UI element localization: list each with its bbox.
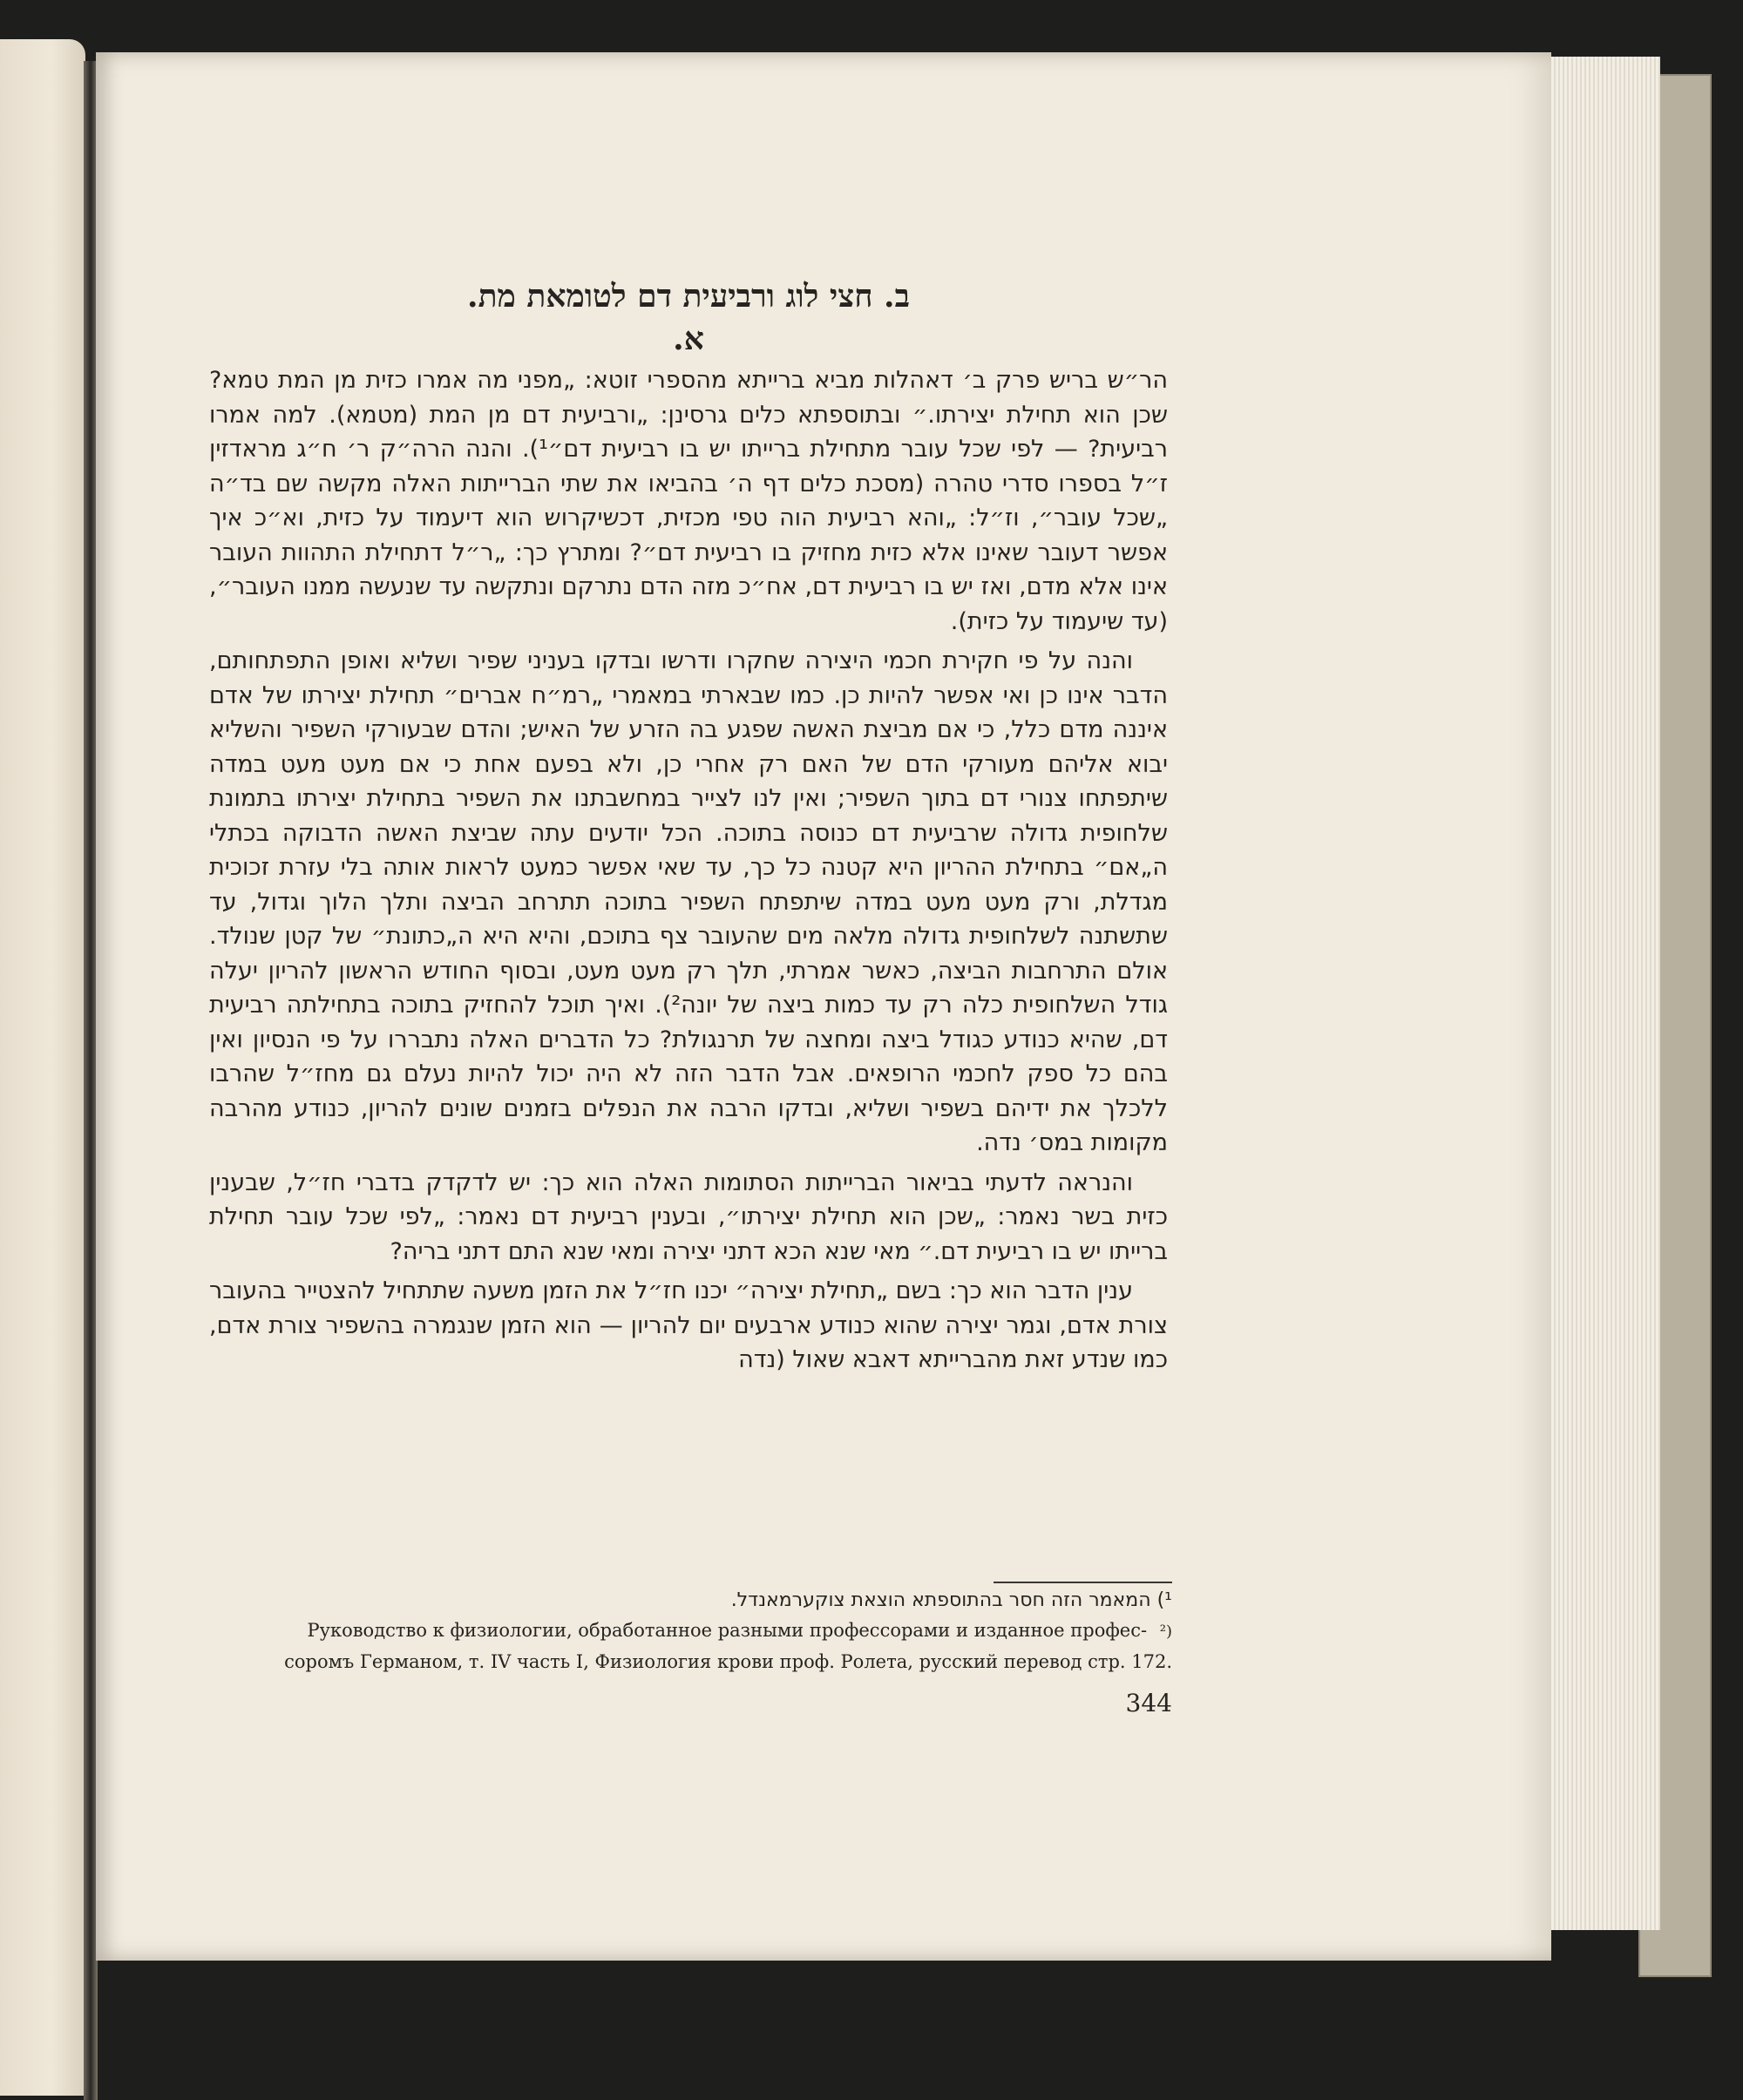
section-heading: ב. חצי לוג ורביעית דם לטומאת מת. bbox=[467, 278, 910, 315]
paragraph: והנראה לדעתי בביאור הברייתות הסתומות האלה הוא כך: יש לדקדק בדברי חז״ל, שבענין כזית בשר נאמר: „שכן הוא תחילת יצירתו״, ובענין רביעית דם נאמר: „לפי שכל עובר תחילת ברייתו יש בו רביעית דם.״ מאי שנא הכא דתני יצירה ומאי שנא התם דתני בריה? bbox=[209, 1169, 1168, 1265]
footnotes bbox=[209, 1586, 1172, 1677]
footnote-russian-line2: соромъ Германом, т. IV часть I, Физиология крови проф. Ролета, русский перевод стр. 172. bbox=[284, 1651, 1172, 1672]
paragraph: והנה על פי חקירת חכמי היצירה שחקרו ודרשו ובדקו בעניני שפיר ושליא ואופן התפתחותם, הדבר אינו כן ואי אפשר להיות כן. כמו שבארתי במאמרי „רמ״ח אברים״ תחילת יצירתו של אדם איננה מדם כלל, כי אם מביצת האשה שפגע בה הזרע של האיש; והדם שבעורקי השפיר והשליא יבוא אליהם מעורקי הדם של האם רק אחרי כן, ולא בפעם אחת כי אם מעט מעט במדה שיתפתחו צנורי דם בתוך השפיר; ואין לנו לצייר במחשבתנו את השפיר בתחילת יצירתו בתמונת שלחופית גדולה שרביעית דם כנוסה בתוכה. הכל יודעים עתה שביצת האשה הדבוקה בכתלי ה„אם״ בתחילת ההריון היא קטנה כל כך, עד שאי אפשר כמעט לראות אותה בלי עזרת זכוכית מגדלת, ורק מעט מעט במדה שיתפתח השפיר בתוכה תתרחב הביצה ותלך הלוך וגדול, עד שתשתנה לשלחופית גדולה מלאה מים שהעובר צף בתוכם, והיא היא ה„כתונת״ של קטן שנולד. אולם התרחבות הביצה, כאשר אמרתי, תלך רק מעט מעט, ובסוף החודש הראשון להריון יעלה גודל השלחופית כלה רק עד כמות ביצה של יונה²). ואיך תוכל להחזיק בתוכה בתחילתה רביעית דם, שהיא כנודע כגודל ביצה ומחצה של תרנגולת? כל הדברים האלה נתבררו על פי הנסיון ואין בהם כל ספק לחכמי הרופאים. אבל הדבר הזה לא היה יכול להיות נעלם גם מחז״ל שהרבו ללכלך את ידיהם בשפיר ושליא, ובדקו הרבה את הנפלים בזמנים שונים להריון, כנודע מהרבה מקומות במס׳ נדה. bbox=[209, 647, 1168, 1156]
main-text bbox=[209, 274, 1168, 1383]
paragraph: ענין הדבר הוא כך: בשם „תחילת יצירה״ יכנו חז״ל את הזמן משעה שתתחיל להצטייר בהעובר צורת אדם, וגמר יצירה שהוא כנודע ארבעים יום להריון — הוא הזמן שנגמרה בהשפיר צורת אדם, כמו שנדע זאת מהברייתא דאבא שאול (נדה bbox=[209, 1277, 1168, 1373]
subsection-heading: א. bbox=[673, 321, 704, 357]
left-page-edge bbox=[0, 39, 85, 2096]
paragraph: הר״ש בריש פרק ב׳ דאהלות מביא ברייתא מהספרי זוטא: „מפני מה אמרו כזית מן המת טמא? שכן הוא תחילת יצירתו.״ ובתוספתא כלים גרסינן: „ורביעית דם מן המת (מטמא). למה אמרו רביעית? — לפי שכל עובר מתחילת ברייתו יש בו רביעית דם״¹). והנה הרה״ק ר׳ ח״ג מראדזין ז״ל בספרו סדרי טהרה (מסכת כלים דף ה׳ בהביאו את שתי הברייתות האלה מקשה שם בד״ה „שכל עובר״, וז״ל: „והא רביעית הוה טפי מכזית, דכשיקרוש הוא דיעמוד על כזית, וא״כ איך אפשר דעובר שאינו אלא כזית מחזיק בו רביעית דם״? ומתרץ כך: „ר״ל דתחילת התהוות העובר אינו אלא מדם, ואז יש בו רביעית דם, אח״כ מזה הדם נתרקם ונתקשה עד שנעשה ממנו העובר״, (עד שיעמוד על כזית). bbox=[209, 367, 1168, 635]
footnote-hebrew: ¹) המאמר הזה חסר בהתוספתא הוצאת צוקערמאנדל. bbox=[730, 1589, 1172, 1611]
footnote-russian-line1: Руководство к физиологии, обработанное разными профессорами и изданное профес- bbox=[307, 1620, 1148, 1641]
footnote-russian bbox=[209, 1616, 1172, 1647]
page-number: 344 bbox=[1125, 1689, 1172, 1717]
footnote-rule bbox=[994, 1582, 1172, 1583]
footnote-number: ²) bbox=[1159, 1622, 1172, 1641]
